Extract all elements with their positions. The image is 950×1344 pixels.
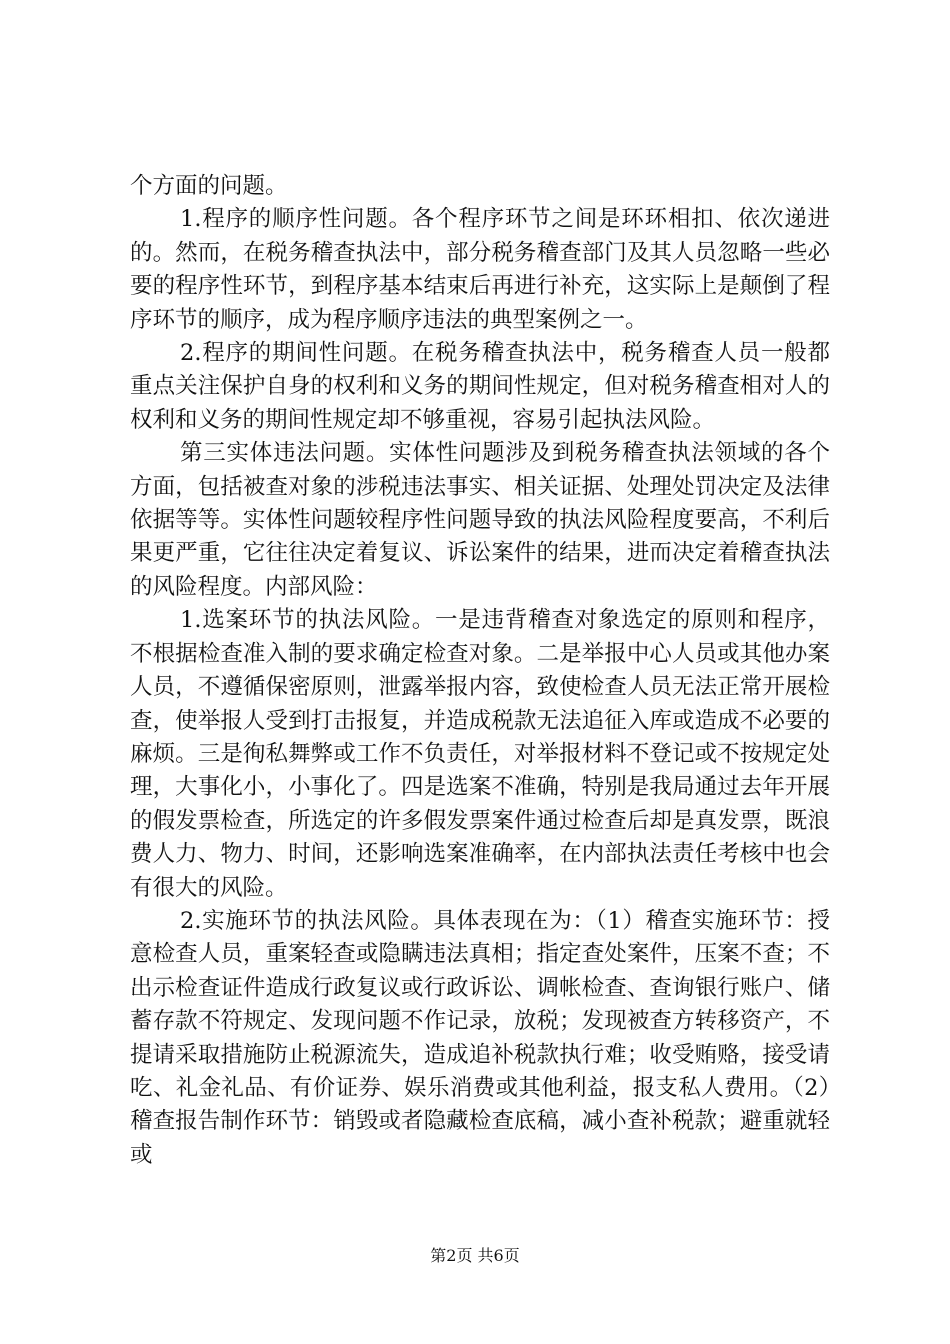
paragraph-procedure-period: 2.程序的期间性问题。在税务稽查执法中，税务稽查人员一般都重点关注保护自身的权利和义务的期间性规定，但对税务稽查相对人的权利和义务的期间性规定却不够重视，容易引起执法风险。	[130, 340, 830, 433]
paragraph-substantive-violation: 第三实体违法问题。实体性问题涉及到税务稽查执法领域的各个方面，包括被查对象的涉税违法事实、相关证据、处理处罚决定及法律依据等等。实体性问题较程序性问题导致的执法风险程度要高，不利后果更严重，它往往决定着复议、诉讼案件的结果，进而决定着稽查执法的风险程度。内部风险：	[130, 440, 830, 600]
paragraph-procedure-order: 1.程序的顺序性问题。各个程序环节之间是环环相扣、依次递进的。然而，在税务稽查执法中，部分税务稽查部门及其人员忽略一些必要的程序性环节，到程序基本结束后再进行补充，这实际上是颠倒了程序环节的顺序，成为程序顺序违法的典型案例之一。	[130, 206, 830, 333]
paragraph-case-selection-risk: 1.选案环节的执法风险。一是违背稽查对象选定的原则和程序，不根据检查准入制的要求确定检查对象。二是举报中心人员或其他办案人员，不遵循保密原则，泄露举报内容，致使检查人员无法正常开展检查，使举报人受到打击报复，并造成税款无法追征入库或造成不必要的麻烦。三是徇私舞弊或工作不负责任，对举报材料不登记或不按规定处理，大事化小，小事化了。四是选案不准确，特别是我局通过去年开展的假发票检查，所选定的许多假发票案件通过检查后却是真发票，既浪费人力、物力、时间，还影响选案准确率，在内部执法责任考核中也会有很大的风险。	[130, 607, 830, 901]
page-footer: 第2页 共6页	[430, 1246, 520, 1265]
document-body	[130, 170, 830, 1172]
paragraph-continuation: 个方面的问题。	[130, 173, 288, 199]
paragraph-implementation-risk: 2.实施环节的执法风险。具体表现在为：（1）稽查实施环节：授意检查人员，重案轻查或隐瞒违法真相；指定查处案件，压案不查；不出示检查证件造成行政复议或行政诉讼、调帐检查、查询银行账户、储蓄存款不符规定、发现问题不作记录，放税；发现被查方转移资产，不提请采取措施防止税源流失，造成追补税款执行难；收受贿赂，接受请吃、礼金礼品、有价证券、娱乐消费或其他利益，报支私人费用。（2）稽查报告制作环节：销毁或者隐藏检查底稿，减小查补税款；避重就轻或	[130, 907, 830, 1168]
